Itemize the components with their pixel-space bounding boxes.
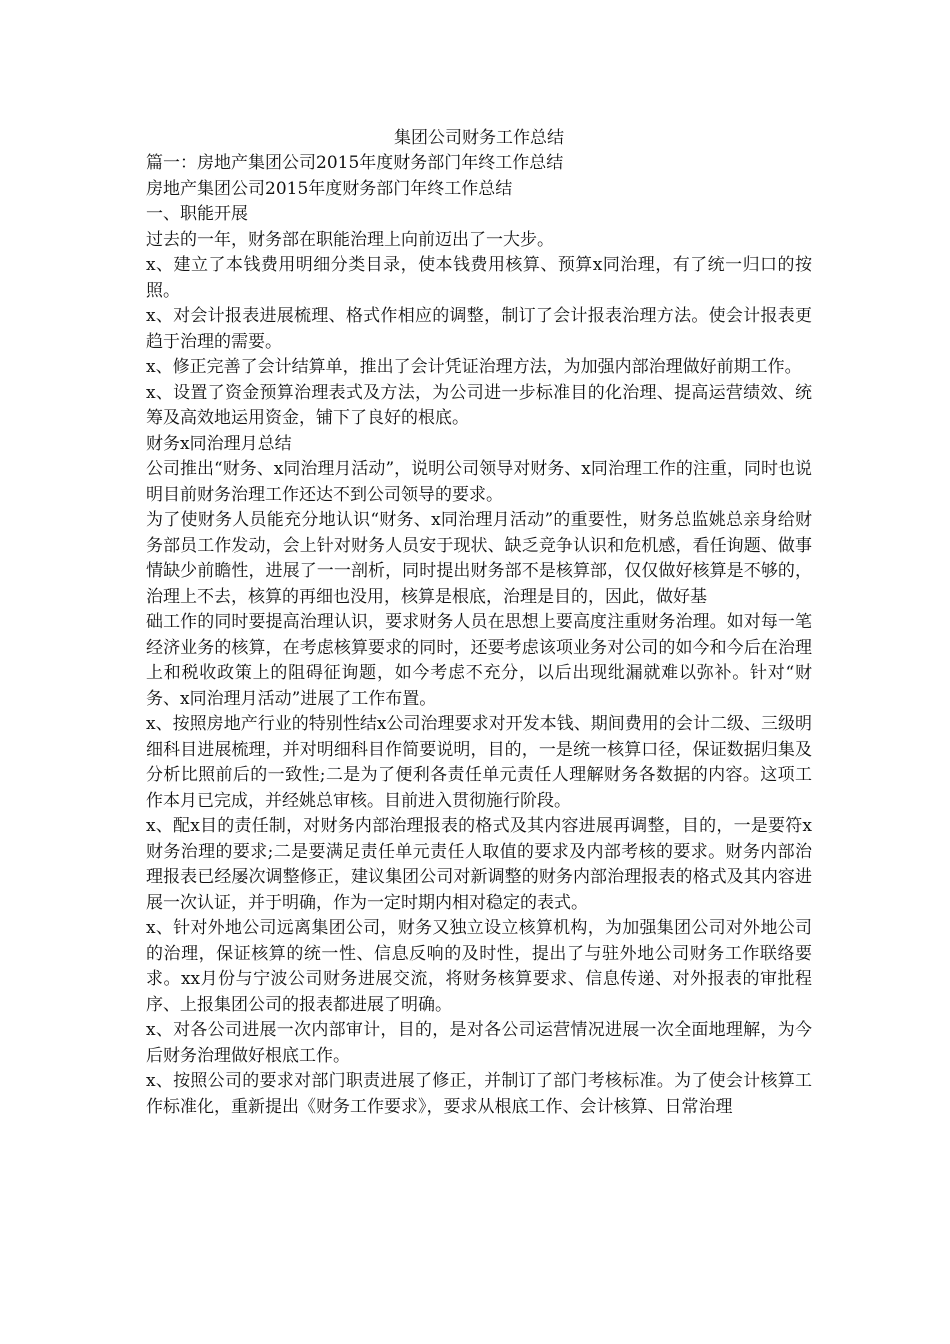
document-title: 集团公司财务工作总结 bbox=[394, 128, 564, 148]
document-body bbox=[146, 151, 812, 1120]
document-page bbox=[146, 126, 812, 1120]
paragraph: x、针对外地公司远离集团公司，财务又独立设立核算机构，为加强集团公司对外地公司的治理，保证核算的统一性、信息反响的及时性，提出了与驻外地公司财务工作联络要求。xx月份与宁波公司财务进展交流，将财务核算要求、信息传递、对外报表的审批程序、上报集团公司的报表都进展了明确。 bbox=[146, 918, 812, 1015]
paragraph: x、修正完善了会计结算单，推出了会计凭证治理方法，为加强内部治理做好前期工作。 bbox=[146, 357, 802, 377]
paragraph: x、设置了资金预算治理表式及方法，为公司进一步标准目的化治理、提高运营绩效、统筹及高效地运用资金，铺下了良好的根底。 bbox=[146, 382, 812, 428]
section-heading: 篇一：房地产集团公司2015年度财务部门年终工作总结 bbox=[146, 153, 564, 173]
paragraph: x、按照公司的要求对部门职责进展了修正，并制订了部门考核标准。为了使会计核算工作标准化，重新提出《财务工作要求》，要求从根底工作、会计核算、日常治理 bbox=[146, 1071, 812, 1117]
subtitle: 房地产集团公司2015年度财务部门年终工作总结 bbox=[146, 178, 513, 199]
paragraph: x、对会计报表进展梳理、格式作相应的调整，制订了会计报表治理方法。使会计报表更趋于治理的需要。 bbox=[146, 306, 812, 352]
section-heading: 一、职能开展 bbox=[146, 204, 248, 224]
paragraph: 础工作的同时要提高治理认识，要求财务人员在思想上要高度注重财务治理。如对每一笔经济业务的核算，在考虑核算要求的同时，还要考虑该项业务对公司的如今和今后在治理上和税收政策上的阻碍征询题，如今考虑不充分，以后出现纰漏就难以弥补。针对“财务、x同治理月活动”进展了工作布置。 bbox=[146, 612, 812, 709]
paragraph: x、配x目的责任制，对财务内部治理报表的格式及其内容进展再调整，目的，一是要符x财务治理的要求;二是要满足责任单元责任人取值的要求及内部考核的要求。财务内部治理报表已经屡次调整修正，建议集团公司对新调整的财务内部治理报表的格式及其内容进展一次认证，并于明确，作为一定时期内相对稳定的表式。 bbox=[146, 816, 812, 913]
paragraph: 公司推出“财务、x同治理月活动”，说明公司领导对财务、x同治理工作的注重，同时也说明目前财务治理工作还达不到公司领导的要求。 bbox=[146, 459, 812, 505]
paragraph: x、按照房地产行业的特别性结x公司治理要求对开发本钱、期间费用的会计二级、三级明细科目进展梳理，并对明细科目作简要说明，目的，一是统一核算口径，保证数据归集及分析比照前后的一致性;二是为了便利各责任单元责任人理解财务各数据的内容。这项工作本月已完成，并经姚总审核。目前进入贯彻施行阶段。 bbox=[146, 714, 812, 811]
paragraph: 过去的一年，财务部在职能治理上向前迈出了一大步。 bbox=[146, 229, 554, 250]
paragraph: x、建立了本钱费用明细分类目录，使本钱费用核算、预算x同治理，有了统一归口的按照。 bbox=[146, 255, 812, 301]
paragraph: x、对各公司进展一次内部审计，目的，是对各公司运营情况进展一次全面地理解，为今后财务治理做好根底工作。 bbox=[146, 1020, 812, 1066]
section-heading: 财务x同治理月总结 bbox=[146, 433, 292, 454]
paragraph: 为了使财务人员能充分地认识“财务、x同治理月活动”的重要性，财务总监姚总亲身给财务部员工作发动，会上针对财务人员安于现状、缺乏竞争认识和危机感，看任询题、做事情缺少前瞻性，进展了一一剖析，同时提出财务部不是核算部，仅仅做好核算是不够的，治理上不去，核算的再细也没用，核算是根底，治理是目的，因此，做好基 bbox=[146, 510, 812, 607]
